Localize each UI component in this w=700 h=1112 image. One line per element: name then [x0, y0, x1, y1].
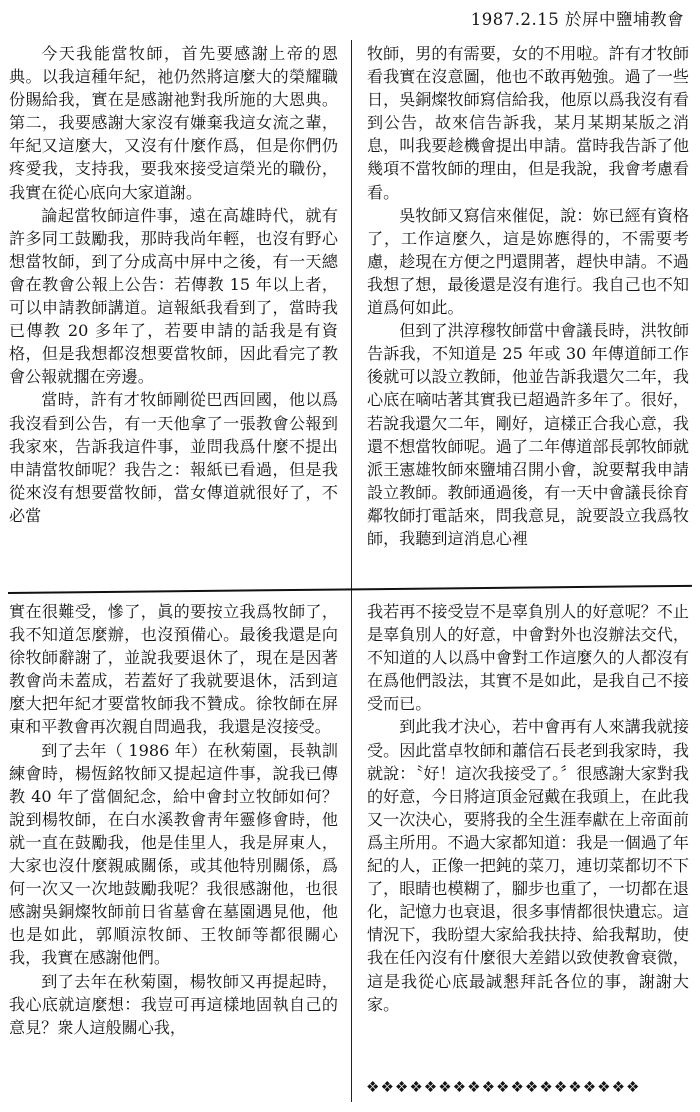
paragraph: 當時，許有才牧師剛從巴西回國，他以爲我沒看到公告，有一天他拿了一張教會公報到我家來，告訴我這件事，並問我爲什麼不提出申請當牧師呢？我告之：報紙已看過，但是我從來沒有想要當牧師，當女傳道就很好了，不必當	[9, 390, 338, 525]
article-column-3	[9, 600, 338, 1105]
dateline-header: 1987.2.15 於屏中鹽埔教會	[470, 10, 684, 29]
article-column-1	[9, 42, 338, 587]
paragraph: 牧師，男的有需要，女的不用啦。許有才牧師看我實在沒意圖，他也不敢再勉強。過了一些日，吳銅燦牧師寫信給我，他原以爲我沒有看到公告，故來信告訴我，某月某期某版之消息，叫我要趁機會提出申請。當時我告訴了他幾項不當牧師的理由，但是我說，我會考慮看看。	[367, 44, 689, 202]
paragraph: 到了去年（ 1986 年）在秋菊園，長執訓練會時，楊恆銘牧師又提起這件事，說我已傳教 40 年了當個紀念，給中會封立牧師如何？說到楊牧師，在白水溪教會靑年靈修會時，他就一直在鼓勵我，他是佳里人，我是屏東人，大家也沒什麼親戚關係，或其他特別關係，爲何一次又一次地鼓勵我呢？我很感謝他，也很感謝吳銅燦牧師前日省墓會在墓園遇見他，他也是如此，郭順涼牧師、王牧師等都很關心我，我實在感謝他們。	[9, 740, 338, 968]
paragraph: 實在很難受，慘了，眞的要按立我爲牧師了，我不知道怎麼辦，也沒預備心。最後我還是向徐牧師辭謝了，並說我要退休了，現在是因著教會尚未蓋成，若蓋好了我就要退休，活到這麼大把年紀才要當牧師我不贊成。徐牧師在屏東和平教會再次親自問過我，我還是沒接受。	[9, 602, 338, 737]
paragraph: 論起當牧師這件事，遠在高雄時代，就有許多同工鼓勵我，那時我尚年輕，也沒有野心想當牧師，到了分成高中屏中之後，有一天總會在教會公報上公告：若傳教 15 年以上者，可以申請教師講道。這報紙我看到了，當時我已傳教 20 多年了，若要申請的話我是有資格，但是我想都沒想要當牧師，因此看完了教會公報就擱在旁邊。	[9, 205, 338, 387]
paragraph: 吳牧師又寫信來催促，說：妳已經有資格了，工作這麼久，這是妳應得的，不需要考慮，趁現在方便之門還開著，趕快申請。不過我想了想，最後還是沒有進行。我自己也不知道爲何如此。	[367, 205, 689, 318]
paragraph: 但到了洪淳穆牧師當中會議長時，洪牧師告訴我，不知道是 25 年或 30 年傳道師工作後就可以設立教師，他並告訴我還欠二年，我心底在嘀咕著其實我已超過許多年了。很好，若說我還欠二年，剛好，這樣正合我心意，我還不想當牧師呢。過了二年傳道部長郭牧師就派王憲雄牧師來鹽埔召開小會，說要幫我申請設立教師。教師通過後，有一天中會議長徐育鄰牧師打電話來，問我意見，說要設立我爲牧師，我聽到這消息心裡	[367, 321, 689, 548]
article-column-4	[367, 600, 689, 1080]
paragraph: 今天我能當牧師，首先要感謝上帝的恩典。以我這種年紀，祂仍然將這麼大的榮耀職份賜給我，實在是感謝祂對我所施的大恩典。第二，我要感謝大家沒有嫌棄我這女流之輩，年紀又這麼大，又沒有什麼作爲，但是你們仍疼愛我，支持我，要我來接受這榮光的職份，我實在從心底向大家道謝。	[9, 44, 338, 202]
paragraph: 到了去年在秋菊園，楊牧師又再提起時，我心底就這麼想：我豈可再這樣地固執自己的意見？衆人這般關心我，	[9, 971, 338, 1037]
paragraph: 我若再不接受豈不是辜負別人的好意呢？不止是辜負別人的好意，中會對外也沒辦法交代，不知道的人以爲中會對工作這麼久的人都沒有在爲他們設法，其實不是如此，是我自己不接受而已。	[367, 602, 689, 714]
article-column-2	[367, 42, 689, 587]
paragraph: 到此我才決心，若中會再有人來講我就接受。因此當卓牧師和蕭信石長老到我家時，我就說：〝好！這次我接受了。〞很感謝大家對我的好意，今日將這頂金冠戴在我頭上，在此我又一次決心，要將我的全生涯奉獻在上帝面前爲主所用。不過大家都知道：我是一個過了年紀的人，正像一把鈍的菜刀，連切菜都切不下了，眼睛也模糊了，腳步也重了，一切都在退化，記憶力也衰退，很多事情都很快遺忘。這情況下，我盼望大家給我扶持、給我幫助，使我在任內沒有什麼很大差錯以致使教會衰微，這是我從心底最誠懇拜託各位的事，謝謝大家。	[367, 717, 689, 1014]
decorative-ornament-row: ❖❖❖❖❖❖❖❖❖❖❖❖❖❖❖❖❖❖❖	[366, 1078, 641, 1096]
column-divider	[351, 40, 352, 1102]
